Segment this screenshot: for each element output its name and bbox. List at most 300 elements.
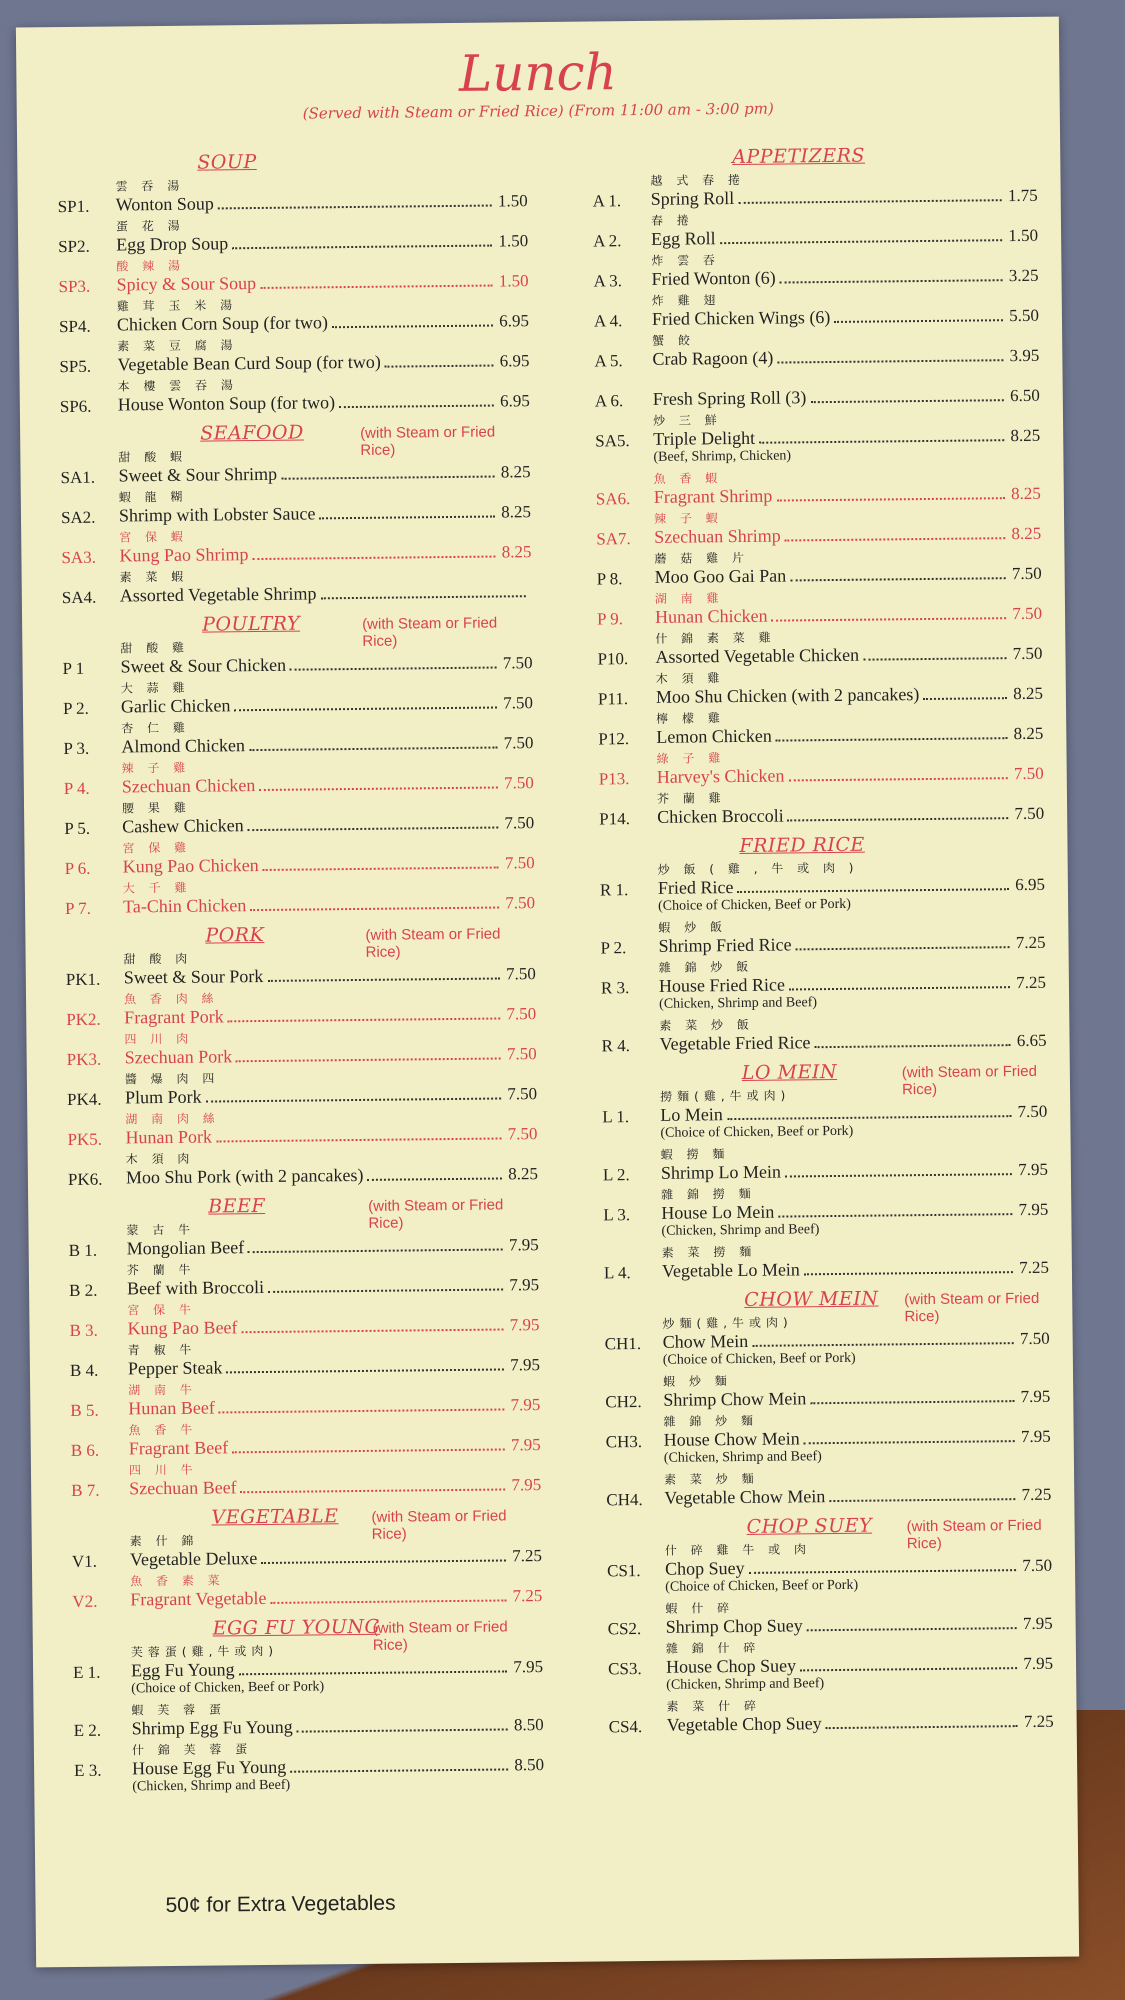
item-body bbox=[652, 289, 1039, 330]
menu-item bbox=[608, 1695, 1053, 1737]
item-line bbox=[130, 1585, 542, 1610]
menu-item bbox=[593, 209, 1038, 251]
item-body bbox=[131, 1698, 543, 1739]
item-line bbox=[652, 345, 1039, 370]
item-line bbox=[662, 1257, 1049, 1282]
item-name: Fresh Spring Roll (3) bbox=[652, 387, 807, 409]
item-body bbox=[117, 334, 529, 375]
dot-leader bbox=[260, 285, 493, 289]
item-chinese-name: 木 須 肉 bbox=[125, 1151, 195, 1167]
item-body bbox=[658, 916, 1045, 957]
menu-item bbox=[58, 254, 528, 296]
item-line bbox=[651, 185, 1038, 210]
item-line bbox=[663, 1386, 1050, 1411]
item-name: Moo Goo Gai Pan bbox=[654, 565, 787, 587]
dot-leader bbox=[239, 1670, 508, 1675]
item-note: (Chicken, Shrimp and Beef) bbox=[666, 1676, 825, 1693]
item-chinese-name: 大 千 雞 bbox=[122, 880, 192, 896]
item-name: Chicken Broccoli bbox=[657, 805, 784, 827]
item-chinese-name: 木 須 雞 bbox=[655, 671, 725, 686]
item-price: 7.95 bbox=[1020, 1426, 1051, 1447]
item-body bbox=[122, 756, 534, 797]
item-body bbox=[120, 636, 532, 677]
dot-leader bbox=[727, 1115, 1012, 1120]
item-line bbox=[655, 563, 1042, 588]
menu-item bbox=[595, 369, 1040, 411]
item-price: 8.25 bbox=[501, 542, 532, 562]
item-code: A 3. bbox=[593, 271, 622, 291]
item-code: P 4. bbox=[63, 778, 90, 799]
item-code: L 2. bbox=[602, 1165, 630, 1185]
item-name: Spring Roll bbox=[650, 188, 735, 209]
item-code: SP1. bbox=[57, 196, 90, 217]
item-body bbox=[655, 587, 1042, 628]
dot-leader bbox=[320, 516, 496, 520]
menu-item bbox=[72, 1569, 542, 1611]
item-price: 7.95 bbox=[513, 1657, 544, 1677]
item-code: B 7. bbox=[71, 1480, 100, 1501]
item-price: 8.25 bbox=[1011, 523, 1042, 544]
item-price: 8.50 bbox=[514, 1755, 545, 1775]
item-line bbox=[124, 1003, 536, 1028]
item-chinese-name: 甜 酸 蝦 bbox=[118, 449, 188, 465]
item-price: 8.25 bbox=[1010, 425, 1041, 446]
item-body bbox=[130, 1529, 542, 1570]
dot-leader bbox=[249, 747, 498, 752]
item-name: House Fried Rice bbox=[658, 974, 786, 996]
item-body bbox=[118, 374, 530, 415]
dot-leader bbox=[263, 867, 499, 871]
dot-leader bbox=[810, 1400, 1014, 1404]
section-title: POULTRY bbox=[202, 612, 301, 636]
item-code: V2. bbox=[72, 1591, 98, 1612]
item-note: (Choice of Chicken, Beef or Pork) bbox=[662, 1350, 856, 1368]
item-body bbox=[654, 547, 1041, 588]
item-chinese-name: 蝦 炒 飯 bbox=[658, 920, 728, 935]
item-body bbox=[661, 1183, 1049, 1242]
item-body bbox=[120, 565, 532, 606]
menu-item bbox=[595, 409, 1041, 469]
menu-item bbox=[60, 445, 530, 487]
item-price: 8.25 bbox=[501, 502, 532, 522]
item-chinese-name: 素 菜 豆 腐 湯 bbox=[117, 338, 238, 354]
dot-leader bbox=[777, 359, 1003, 363]
dot-leader bbox=[267, 977, 500, 981]
item-body bbox=[666, 1637, 1054, 1696]
item-chinese-name: 蝦 炒 麵 bbox=[663, 1374, 732, 1389]
item-line bbox=[657, 763, 1044, 788]
item-price: 7.95 bbox=[510, 1355, 541, 1375]
item-line bbox=[651, 225, 1038, 250]
menu-item bbox=[599, 787, 1044, 829]
item-code: R 1. bbox=[599, 880, 629, 900]
item-code: R 3. bbox=[600, 978, 630, 998]
item-code: A 6. bbox=[594, 391, 624, 411]
item-body bbox=[662, 1241, 1049, 1282]
item-chinese-name: 越 式 春 捲 bbox=[650, 172, 746, 188]
item-name: Beef with Broccoli bbox=[126, 1276, 265, 1299]
item-body bbox=[650, 169, 1037, 210]
item-code: PK6. bbox=[67, 1169, 103, 1190]
item-line bbox=[667, 1711, 1054, 1736]
item-code: P 7. bbox=[65, 898, 92, 919]
item-body bbox=[122, 796, 534, 837]
item-body bbox=[653, 369, 1040, 410]
item-line bbox=[121, 692, 533, 717]
item-chinese-name: 蒙 古 牛 bbox=[126, 1222, 196, 1238]
item-name: Fragrant Pork bbox=[124, 1006, 224, 1028]
menu-item bbox=[603, 1143, 1048, 1185]
item-body bbox=[124, 947, 536, 988]
item-price: 6.95 bbox=[1015, 874, 1045, 895]
dot-leader bbox=[863, 657, 1007, 661]
item-body bbox=[119, 485, 531, 526]
item-code: CH4. bbox=[606, 1490, 643, 1510]
item-price: 8.25 bbox=[1013, 683, 1043, 704]
item-body bbox=[127, 1258, 539, 1299]
item-code: CS3. bbox=[607, 1659, 642, 1679]
item-name: House Chop Suey bbox=[665, 1655, 797, 1677]
menu-item bbox=[603, 1183, 1049, 1243]
item-code: L 3. bbox=[603, 1205, 631, 1225]
item-code: P11. bbox=[597, 689, 629, 709]
item-price: 7.25 bbox=[512, 1586, 543, 1606]
item-body bbox=[125, 1067, 537, 1108]
menu-item bbox=[74, 1738, 545, 1798]
item-price: 7.95 bbox=[1023, 1653, 1054, 1674]
item-code: P 2. bbox=[600, 938, 627, 958]
section-header bbox=[592, 139, 1037, 174]
item-price: 8.25 bbox=[1013, 723, 1044, 744]
dot-leader bbox=[232, 1448, 505, 1453]
item-chinese-name: 湖 南 牛 bbox=[128, 1382, 197, 1398]
item-name: Fragrant Beef bbox=[128, 1437, 229, 1459]
item-name: Vegetable Chow Mein bbox=[664, 1486, 826, 1508]
dot-leader bbox=[216, 1137, 502, 1142]
menu-item bbox=[600, 916, 1045, 958]
item-body bbox=[117, 294, 529, 335]
menu-item bbox=[69, 1258, 539, 1300]
menu-title: Lunch bbox=[458, 43, 618, 103]
item-line bbox=[123, 852, 535, 877]
item-body bbox=[121, 716, 533, 757]
menu-item bbox=[607, 1597, 1052, 1639]
dot-leader bbox=[259, 787, 498, 792]
dot-leader bbox=[829, 1498, 1015, 1502]
item-name: House Lo Mein bbox=[661, 1201, 775, 1223]
item-body bbox=[124, 1027, 536, 1068]
item-body bbox=[118, 445, 530, 486]
item-body bbox=[654, 467, 1041, 508]
dot-leader bbox=[250, 906, 499, 911]
item-body bbox=[126, 1218, 538, 1259]
item-name: Szechuan Pork bbox=[124, 1046, 233, 1068]
menu-item bbox=[73, 1698, 543, 1740]
item-price: 7.50 bbox=[1017, 1101, 1048, 1122]
item-chinese-name: 甜 酸 肉 bbox=[123, 951, 193, 967]
item-name: Assorted Vegetable Shrimp bbox=[119, 583, 317, 606]
menu-item bbox=[598, 747, 1043, 789]
dot-leader bbox=[804, 1440, 1015, 1444]
item-price: 7.50 bbox=[503, 773, 534, 793]
item-name: Moo Shu Chicken (with 2 pancakes) bbox=[655, 684, 920, 707]
item-price: 7.50 bbox=[507, 1124, 538, 1144]
item-body bbox=[128, 1378, 540, 1419]
item-line bbox=[119, 541, 531, 566]
extra-vegetables-note: 50¢ for Extra Vegetables bbox=[165, 1891, 396, 1918]
menu-item bbox=[606, 1468, 1051, 1510]
right-column bbox=[592, 135, 1054, 1740]
menu-item bbox=[62, 565, 532, 607]
item-name: Triple Delight bbox=[653, 427, 756, 449]
item-name: Cashew Chicken bbox=[122, 815, 244, 837]
item-code: P 6. bbox=[64, 858, 91, 879]
item-body bbox=[126, 1147, 538, 1188]
menu-item bbox=[64, 796, 534, 838]
item-name: Kung Pao Beef bbox=[127, 1317, 238, 1339]
item-name: Vegetable Lo Mein bbox=[661, 1259, 800, 1281]
item-note: (Chicken, Shrimp and Beef) bbox=[132, 1777, 291, 1795]
item-chinese-name: 素 菜 炒 麵 bbox=[664, 1471, 759, 1487]
item-chinese-name: 本 樓 雲 吞 湯 bbox=[117, 378, 238, 394]
dot-leader bbox=[788, 817, 1009, 821]
menu-item bbox=[66, 1027, 536, 1069]
menu-page bbox=[16, 17, 1079, 1968]
item-body bbox=[128, 1418, 540, 1459]
item-name: Wonton Soup bbox=[115, 193, 214, 215]
dot-leader bbox=[810, 399, 1004, 403]
item-name: Vegetable Bean Curd Soup (for two) bbox=[117, 351, 381, 375]
item-price: 8.25 bbox=[500, 462, 531, 482]
item-price: 1.50 bbox=[498, 231, 529, 251]
item-chinese-name: 什 錦 芙 蓉 蛋 bbox=[131, 1742, 253, 1758]
item-chinese-name: 蝦 芙 蓉 蛋 bbox=[131, 1702, 227, 1718]
item-note: (Chicken, Shrimp and Beef) bbox=[661, 1222, 820, 1239]
item-code: PK4. bbox=[67, 1089, 102, 1110]
item-body bbox=[116, 254, 528, 295]
item-code: PK1. bbox=[65, 969, 101, 990]
item-price: 8.25 bbox=[1010, 483, 1041, 504]
item-name: Chop Suey bbox=[664, 1557, 745, 1579]
section-header bbox=[599, 828, 1044, 863]
item-line bbox=[123, 892, 535, 917]
item-price: 7.95 bbox=[508, 1235, 539, 1255]
item-price: 7.50 bbox=[504, 813, 535, 833]
item-name: Shrimp Lo Mein bbox=[660, 1161, 781, 1183]
item-name: Vegetable Fried Rice bbox=[659, 1032, 811, 1054]
item-line bbox=[127, 1274, 539, 1299]
dot-leader bbox=[320, 595, 525, 599]
menu-item bbox=[69, 1298, 539, 1340]
dot-leader bbox=[749, 1569, 1017, 1574]
item-price: 7.25 bbox=[1021, 1484, 1052, 1505]
item-price: 7.50 bbox=[506, 1044, 537, 1064]
item-code: P14. bbox=[599, 809, 631, 829]
item-chinese-name: 甜 酸 雞 bbox=[120, 640, 190, 656]
item-line bbox=[664, 1484, 1051, 1509]
item-name: Vegetable Chop Suey bbox=[666, 1713, 822, 1735]
item-note: (Beef, Shrimp, Chicken) bbox=[653, 448, 792, 465]
item-line bbox=[120, 652, 532, 677]
item-chinese-name: 蛋 花 湯 bbox=[115, 218, 185, 234]
menu-item bbox=[70, 1378, 540, 1420]
menu-subtitle: (Served with Steam or Fried Rice) (From 11:00 am - 3:00 pm) bbox=[302, 99, 774, 123]
section-title: APPETIZERS bbox=[732, 144, 866, 169]
menu-item bbox=[71, 1458, 541, 1500]
item-chinese-name: 綠 子 雞 bbox=[656, 751, 726, 766]
item-name: Almond Chicken bbox=[121, 735, 246, 757]
section-title: EGG FU YOUNG bbox=[212, 1615, 381, 1640]
dot-leader bbox=[232, 245, 492, 250]
item-chinese-name: 四 川 肉 bbox=[124, 1031, 194, 1047]
item-line bbox=[121, 732, 533, 757]
item-name: Egg Drop Soup bbox=[116, 233, 229, 255]
item-chinese-name: 魚 香 蝦 bbox=[653, 471, 723, 486]
dot-leader bbox=[281, 476, 495, 480]
section-note: (with Steam or Fried Rice) bbox=[372, 1618, 508, 1654]
item-chinese-name: 魚 香 牛 bbox=[128, 1422, 198, 1438]
item-line bbox=[130, 1545, 542, 1570]
item-name: Crab Ragoon (4) bbox=[652, 347, 774, 369]
item-name: Garlic Chicken bbox=[120, 695, 231, 717]
menu-item bbox=[67, 1067, 537, 1109]
item-code: PK3. bbox=[66, 1049, 102, 1070]
item-chinese-name: 湖 南 雞 bbox=[654, 591, 724, 606]
item-chinese-name: 素 什 錦 bbox=[129, 1533, 199, 1549]
item-line bbox=[657, 803, 1044, 828]
item-price: 7.95 bbox=[1018, 1159, 1048, 1180]
menu-item bbox=[64, 836, 534, 878]
item-price: 7.25 bbox=[1016, 972, 1047, 993]
item-name: House Egg Fu Young bbox=[132, 1756, 287, 1779]
item-code: B 3. bbox=[69, 1320, 98, 1341]
dot-leader bbox=[339, 405, 494, 409]
dot-leader bbox=[789, 986, 1010, 990]
item-line bbox=[128, 1354, 540, 1379]
dot-leader bbox=[789, 777, 1009, 781]
menu-item bbox=[57, 174, 527, 216]
item-chinese-name: 春 捲 bbox=[650, 213, 694, 228]
item-body bbox=[662, 1312, 1050, 1371]
item-name: Shrimp Fried Rice bbox=[658, 934, 792, 956]
section-note: (with Steam or Fried Rice) bbox=[365, 925, 501, 961]
item-chinese-name: 蘑 菇 雞 片 bbox=[654, 550, 749, 566]
dot-leader bbox=[738, 199, 1002, 204]
dot-leader bbox=[268, 1288, 503, 1292]
dot-leader bbox=[776, 497, 1005, 501]
item-code: P13. bbox=[598, 769, 630, 789]
item-code: A 1. bbox=[592, 191, 622, 211]
item-line bbox=[655, 603, 1042, 628]
item-code: SP4. bbox=[58, 316, 91, 337]
item-code: B 4. bbox=[69, 1360, 99, 1381]
section-note: (with Steam or Fried Rice) bbox=[368, 1196, 504, 1232]
item-price: 7.95 bbox=[1022, 1613, 1053, 1634]
item-price: 6.50 bbox=[1009, 385, 1040, 406]
item-code: A 4. bbox=[593, 311, 623, 331]
item-price: 3.95 bbox=[1009, 345, 1040, 366]
item-name: Shrimp Chop Suey bbox=[665, 1615, 803, 1637]
item-code: P 3. bbox=[63, 738, 90, 759]
item-code: A 2. bbox=[593, 231, 622, 251]
item-name: Moo Shu Pork (with 2 pancakes) bbox=[125, 1164, 364, 1188]
item-body bbox=[115, 174, 527, 215]
dot-leader bbox=[297, 1728, 508, 1732]
menu-item bbox=[602, 1085, 1048, 1145]
item-chinese-name: 素 菜 蝦 bbox=[119, 569, 189, 585]
item-code: V1. bbox=[71, 1551, 98, 1572]
item-chinese-name: 檸 檬 雞 bbox=[656, 711, 725, 726]
item-note: (Choice of Chicken, Beef or Pork) bbox=[131, 1679, 325, 1697]
menu-item bbox=[597, 587, 1042, 629]
item-name: Sweet & Sour Chicken bbox=[120, 654, 287, 677]
item-code: A 5. bbox=[594, 351, 623, 371]
item-chinese-name: 大 蒜 雞 bbox=[120, 680, 190, 696]
item-body bbox=[656, 667, 1043, 708]
item-price: 7.50 bbox=[1022, 1555, 1053, 1576]
item-name: Pepper Steak bbox=[127, 1357, 223, 1379]
item-name: Mongolian Beef bbox=[126, 1237, 245, 1259]
item-code: SP5. bbox=[59, 356, 92, 377]
item-line bbox=[661, 1159, 1048, 1184]
item-name: Kung Pao Shrimp bbox=[119, 544, 249, 566]
item-line bbox=[656, 683, 1043, 708]
item-name: Shrimp Egg Fu Young bbox=[131, 1716, 293, 1739]
dot-leader bbox=[772, 617, 1007, 621]
item-line bbox=[656, 723, 1043, 748]
item-name: Sweet & Sour Shrimp bbox=[118, 463, 278, 486]
item-price: 7.95 bbox=[509, 1275, 540, 1295]
item-price: 8.50 bbox=[513, 1715, 544, 1735]
item-name: House Wonton Soup (for two) bbox=[117, 392, 336, 415]
dot-leader bbox=[228, 1017, 501, 1022]
item-name: Szechuan Chicken bbox=[121, 775, 256, 797]
menu-item bbox=[596, 547, 1041, 589]
item-code: E 1. bbox=[73, 1662, 101, 1683]
item-chinese-name: 什 碎 雞 牛 或 肉 bbox=[664, 1542, 812, 1558]
section-note: (with Steam or Fried Rice) bbox=[904, 1289, 1040, 1326]
item-name: Egg Fu Young bbox=[130, 1659, 235, 1681]
dot-leader bbox=[807, 1627, 1017, 1631]
section-title: CHOP SUEY bbox=[746, 1514, 873, 1538]
item-code: P 5. bbox=[64, 818, 91, 839]
item-name: Spicy & Sour Soup bbox=[116, 273, 257, 295]
item-chinese-name: 酸 辣 湯 bbox=[116, 258, 186, 274]
item-price: 6.95 bbox=[499, 351, 530, 371]
dot-leader bbox=[804, 1271, 1013, 1275]
item-name: Szechuan Shrimp bbox=[654, 525, 781, 547]
item-note: (Choice of Chicken, Beef or Pork) bbox=[665, 1577, 859, 1595]
menu-item bbox=[68, 1147, 538, 1189]
item-line bbox=[658, 932, 1045, 957]
item-line bbox=[128, 1394, 540, 1419]
item-line bbox=[132, 1714, 544, 1739]
item-code: SP3. bbox=[58, 276, 91, 297]
item-name: Assorted Vegetable Chicken bbox=[655, 644, 860, 667]
item-body bbox=[130, 1569, 542, 1610]
item-chinese-name: 蝦 什 碎 bbox=[665, 1601, 735, 1616]
item-body bbox=[663, 1410, 1051, 1469]
item-price: 7.95 bbox=[511, 1475, 542, 1495]
item-price: 7.25 bbox=[512, 1546, 543, 1566]
item-body bbox=[127, 1298, 539, 1339]
item-chinese-name: 素 菜 炒 飯 bbox=[659, 1017, 754, 1033]
menu-item bbox=[600, 858, 1046, 918]
item-code: P12. bbox=[598, 729, 630, 749]
item-chinese-name: 宮 保 蝦 bbox=[119, 529, 188, 545]
menu-item bbox=[59, 334, 529, 376]
menu-item bbox=[66, 987, 536, 1029]
